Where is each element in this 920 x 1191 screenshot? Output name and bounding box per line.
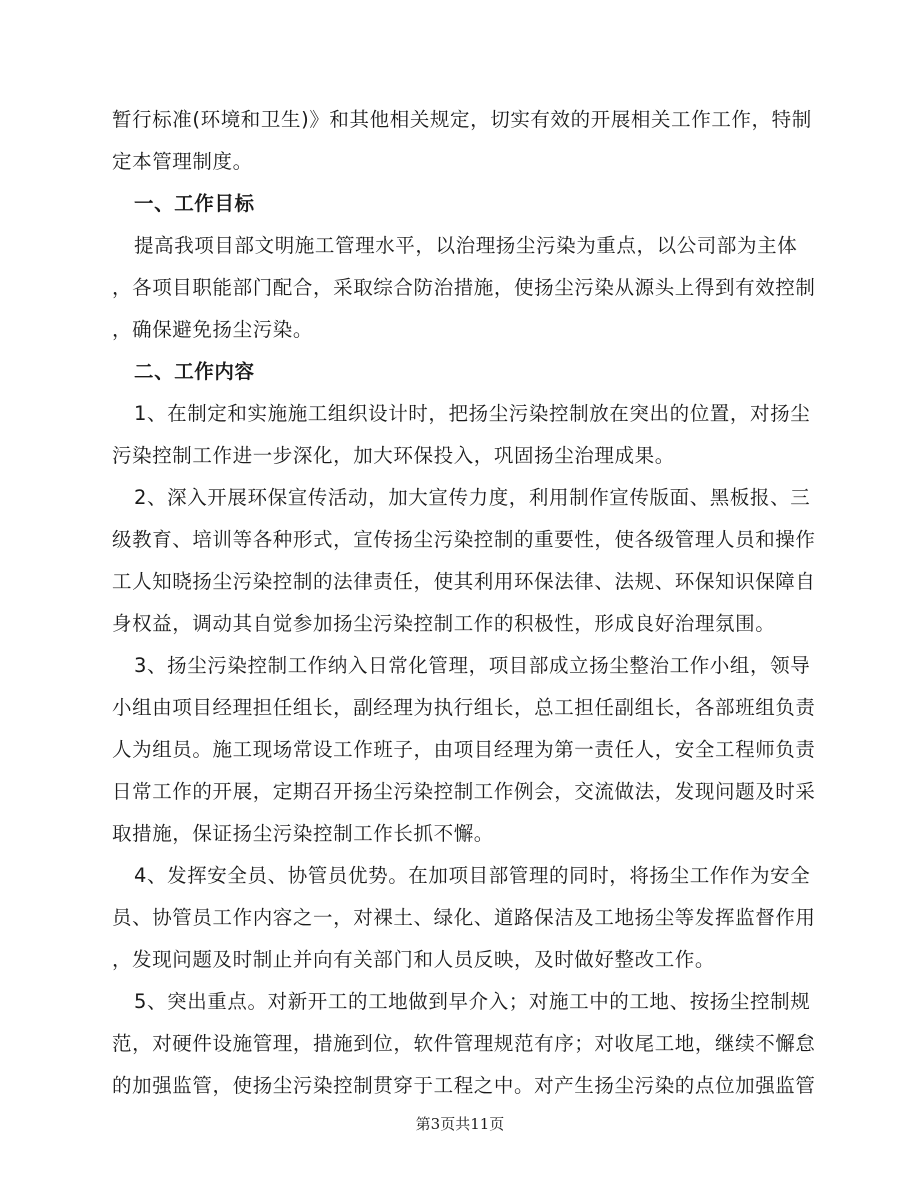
item-2-line-3: 工人知晓扬尘污染控制的法律责任，使其利用环保法律、法规、环保知识保障自	[112, 570, 816, 593]
intro-line-1: 暂行标准(环境和卫生)》和其他相关规定，切实有效的开展相关工作工作，特制	[112, 108, 812, 131]
item-3-line-3: 人为组员。施工现场常设工作班子，由项目经理为第一责任人，安全工程师负责	[112, 738, 816, 761]
section-1-line-2: ，各项目职能部门配合，采取综合防治措施，使扬尘污染从源头上得到有效控制	[112, 276, 816, 299]
item-2-line-1: 2、深入开展环保宣传活动，加大宣传力度，利用制作宣传版面、黑板报、三	[134, 486, 811, 509]
item-5-line-3: 的加强监管，使扬尘污染控制贯穿于工程之中。对产生扬尘污染的点位加强监管	[112, 1074, 816, 1097]
item-3-line-4: 日常工作的开展，定期召开扬尘污染控制工作例会，交流做法，发现问题及时采	[112, 780, 816, 803]
document-body	[112, 99, 828, 1107]
page-number: 第3页共11页	[415, 1115, 505, 1133]
item-4-line-2: 员、协管员工作内容之一，对裸土、绿化、道路保洁及工地扬尘等发挥监督作用	[112, 906, 816, 929]
section-1-line-3: ，确保避免扬尘污染。	[112, 318, 314, 341]
item-2-line-2: 级教育、培训等各种形式，宣传扬尘污染控制的重要性，使各级管理人员和操作	[112, 528, 816, 551]
item-4-line-3: ，发现问题及时制止并向有关部门和人员反映，及时做好整改工作。	[112, 948, 716, 971]
item-4-line-1: 4、发挥安全员、协管员优势。在加项目部管理的同时，将扬尘工作作为安全	[134, 864, 811, 887]
item-1-line-1: 1、在制定和实施施工组织设计时，把扬尘污染控制放在突出的位置，对扬尘	[134, 402, 811, 425]
item-3-line-1: 3、扬尘污染控制工作纳入日常化管理，项目部成立扬尘整治工作小组，领导	[134, 654, 811, 677]
item-3-line-5: 取措施，保证扬尘污染控制工作长抓不懈。	[112, 822, 494, 845]
section-2-heading: 二、工作内容	[134, 360, 255, 383]
item-5-line-1: 5、突出重点。对新开工的工地做到早介入；对施工中的工地、按扬尘控制规	[134, 990, 811, 1013]
item-2-line-4: 身权益，调动其自觉参加扬尘污染控制工作的积极性，形成良好治理氛围。	[112, 612, 776, 635]
item-3-line-2: 小组由项目经理担任组长，副经理为执行组长，总工担任副组长，各部班组负责	[112, 696, 816, 719]
item-5-line-2: 范，对硬件设施管理，措施到位，软件管理规范有序；对收尾工地，继续不懈怠	[112, 1032, 816, 1055]
section-1-heading: 一、工作目标	[134, 192, 255, 215]
item-1-line-2: 污染控制工作进一步深化，加大环保投入，巩固扬尘治理成果。	[112, 444, 675, 467]
section-1-line-1: 提高我项目部文明施工管理水平，以治理扬尘污染为重点，以公司部为主体	[134, 234, 798, 257]
intro-line-2: 定本管理制度。	[112, 150, 253, 173]
